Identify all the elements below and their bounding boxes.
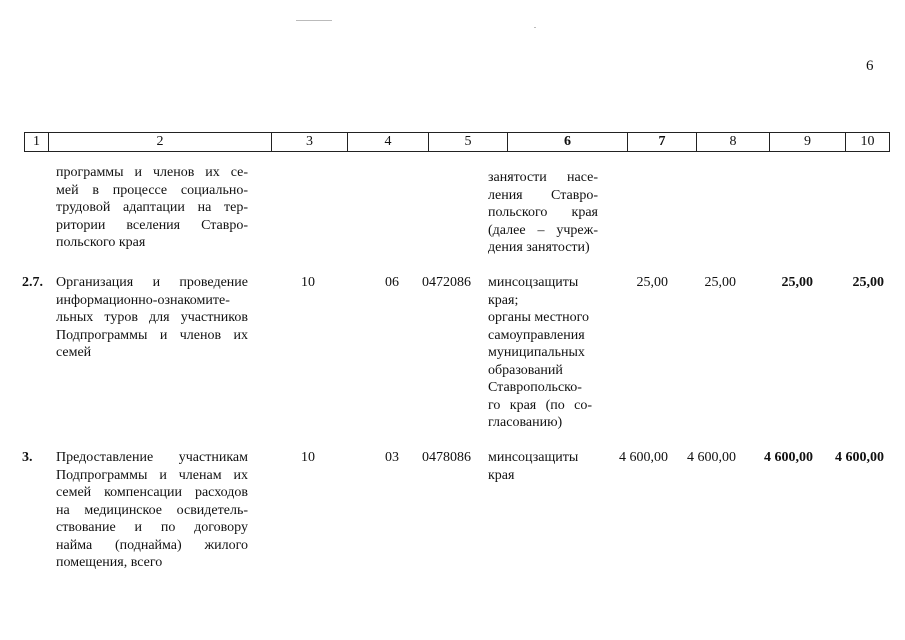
scan-mark [534, 27, 536, 28]
text-line: семей компенсации расходов [56, 485, 248, 500]
row-number: 2.7. [22, 275, 43, 290]
row-description [56, 449, 248, 572]
text-line: края [488, 467, 515, 483]
text-line: муниципальных [488, 345, 585, 360]
row-col10: 25,00 [852, 275, 884, 290]
row-col3: 10 [301, 275, 315, 290]
row-number: 3. [22, 450, 33, 465]
text-line: семей [56, 345, 92, 360]
row-col9: 25,00 [781, 275, 813, 290]
text-line: края; [488, 292, 519, 308]
header-col-2: 2 [48, 133, 271, 151]
header-col-1: 1 [24, 133, 48, 151]
row-col5: 0478086 [422, 450, 471, 465]
row-col10: 4 600,00 [835, 450, 884, 465]
row-col7: 4 600,00 [619, 450, 668, 465]
continuation-executor [488, 169, 598, 257]
header-col-10: 10 [845, 133, 890, 151]
text-line: Подпрограммы и членов их [56, 327, 248, 343]
row-col8: 25,00 [704, 275, 736, 290]
text-line: найма (поднайма) жилого [56, 537, 248, 553]
text-line: Подпрограммы и членам их [56, 467, 248, 483]
header-col-5: 5 [428, 133, 507, 151]
text-line: программы и членов их се- [56, 165, 248, 180]
text-line: помещения, всего [56, 555, 163, 570]
scan-mark [296, 20, 332, 21]
header-col-8: 8 [696, 133, 769, 151]
text-line: польского края [488, 205, 598, 220]
row-col9: 4 600,00 [764, 450, 813, 465]
text-line: го края (по со- [488, 397, 592, 413]
text-line: занятости насе- [488, 170, 598, 185]
text-line: минсоцзащиты [488, 450, 579, 465]
row-col7: 25,00 [636, 275, 668, 290]
row-executor [488, 449, 592, 484]
header-col-4: 4 [347, 133, 428, 151]
text-line: (далее – учреж- [488, 222, 598, 238]
text-line: ления Ставро- [488, 187, 598, 203]
text-line: минсоцзащиты [488, 275, 579, 290]
header-col-7: 7 [627, 133, 696, 151]
text-line: органы местного [488, 310, 589, 325]
row-col3: 10 [301, 450, 315, 465]
text-line: трудовой адаптации на тер- [56, 200, 248, 215]
text-line: самоуправления [488, 327, 585, 343]
header-col-3: 3 [271, 133, 347, 151]
header-col-9: 9 [769, 133, 845, 151]
row-executor [488, 274, 592, 432]
text-line: мей в процессе социально- [56, 182, 248, 198]
page-number: 6 [866, 58, 874, 74]
row-description [56, 274, 248, 362]
row-col5: 0472086 [422, 275, 471, 290]
header-col-6: 6 [507, 133, 627, 151]
text-line: льных туров для участников [56, 310, 248, 325]
text-line: на медицинское освидетель- [56, 502, 248, 518]
text-line: образований [488, 362, 563, 378]
text-line: Предоставление участникам [56, 450, 248, 465]
text-line: Ставропольско- [488, 380, 582, 395]
text-line: Организация и проведение [56, 275, 248, 290]
text-line: дения занятости) [488, 240, 590, 255]
text-line: гласованию) [488, 415, 563, 430]
text-line: польского края [56, 235, 146, 250]
text-line: ритории вселения Ставро- [56, 217, 248, 233]
row-col4: 06 [385, 275, 399, 290]
row-col8: 4 600,00 [687, 450, 736, 465]
text-line: ствование и по договору [56, 520, 248, 535]
text-line: информационно-ознакомите- [56, 292, 230, 308]
continuation-description [56, 164, 248, 252]
table-header-row [24, 132, 890, 152]
row-col4: 03 [385, 450, 399, 465]
